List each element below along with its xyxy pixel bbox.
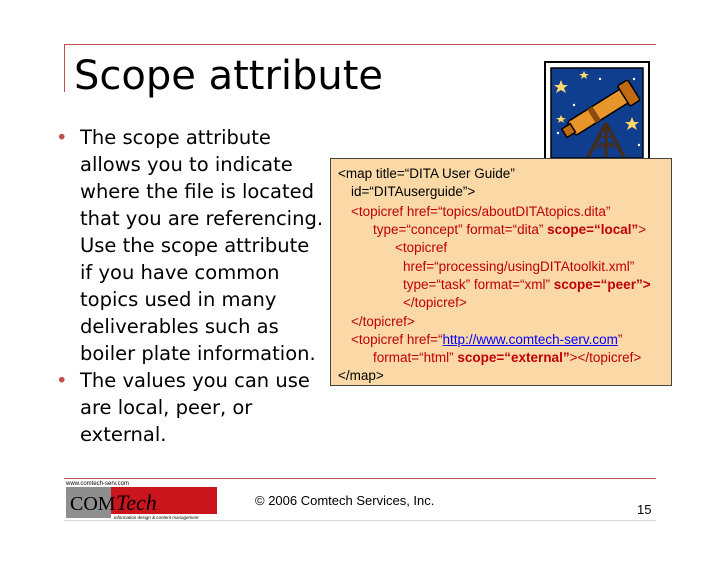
slide-title: Scope attribute	[74, 53, 384, 99]
bullet-line: external.	[80, 423, 167, 446]
bullet-line: if you have common	[80, 261, 280, 284]
scope-local-value: scope=“local”	[547, 222, 639, 237]
code-line: <topicref href=“topics/aboutDITAtopics.dita”	[351, 204, 611, 219]
logo-tech: Tech	[116, 490, 157, 515]
logo-tagline-bottom: information design & content management	[114, 515, 199, 520]
bullet-line: allows you to indicate	[80, 153, 293, 176]
footer-divider	[64, 520, 656, 521]
top-rule	[64, 44, 656, 45]
logo-tagline-top: www.comtech-serv.com	[66, 481, 129, 487]
bullet-marker: •	[56, 126, 68, 149]
code-line	[351, 331, 622, 348]
bullet-line: where the file is located	[80, 180, 314, 203]
code-fragment: type=“task” format=“xml”	[403, 277, 554, 292]
copyright-text: © 2006 Comtech Services, Inc.	[255, 493, 435, 508]
code-line: href=“processing/usingDITAtoolkit.xml”	[403, 259, 635, 274]
code-line: <map title=“DITA User Guide”	[338, 166, 515, 181]
scope-external-value: scope=“external”	[457, 350, 570, 365]
bullet-line: The values you can use	[80, 369, 310, 392]
code-fragment: type=“concept” format=“dita”	[373, 222, 548, 237]
code-fragment: <topicref href=“	[351, 332, 443, 347]
code-line: </map>	[338, 368, 384, 383]
logo-com: COM	[70, 493, 116, 515]
bullet-item-1	[56, 124, 331, 367]
bullet-line: topics used in many	[80, 288, 277, 311]
bullet-line: boiler plate information.	[80, 342, 316, 365]
code-line: </topicref>	[403, 295, 467, 310]
code-sample-box	[330, 158, 672, 386]
code-fragment: >	[638, 222, 647, 237]
left-rule	[64, 44, 65, 92]
code-line: id=“DITAuserguide”>	[351, 184, 476, 199]
code-line: <topicref	[395, 240, 448, 255]
code-line	[373, 349, 641, 366]
bullet-line: are local, peer, or	[80, 396, 253, 419]
bullet-marker: •	[56, 369, 68, 392]
code-fragment: ></topicref>	[569, 350, 642, 365]
code-line	[373, 221, 646, 238]
bullet-line: deliverables such as	[80, 315, 279, 338]
comtech-url-link[interactable]: http://www.comtech-serv.com	[442, 332, 618, 347]
scope-peer-value: scope=“peer”>	[553, 277, 651, 292]
bullet-line: The scope attribute	[80, 126, 271, 149]
bullet-line: that you are referencing.	[80, 207, 324, 230]
bullet-item-2	[56, 367, 331, 448]
code-fragment: ”	[617, 332, 623, 347]
code-line	[403, 276, 651, 293]
bullet-list	[56, 124, 331, 448]
page-number: 15	[637, 502, 652, 517]
code-fragment: format=“html”	[373, 350, 458, 365]
code-line: </topicref>	[351, 314, 415, 329]
bullet-line: Use the scope attribute	[80, 234, 310, 257]
comtech-logo	[64, 478, 220, 520]
telescope-icon	[544, 61, 650, 165]
